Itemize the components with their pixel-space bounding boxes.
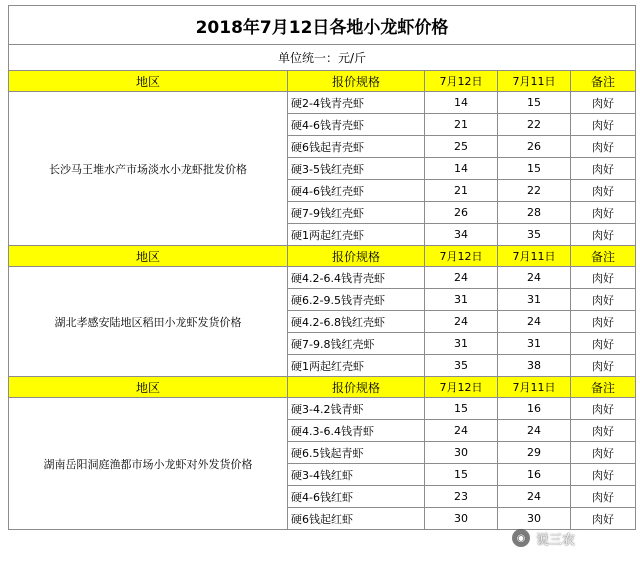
spec-cell: 硬3-4.2钱青虾 xyxy=(288,398,425,420)
note-cell: 肉好 xyxy=(571,508,636,530)
spec-cell: 硬4.2-6.8钱红壳虾 xyxy=(288,311,425,333)
price-jul11-cell: 38 xyxy=(498,355,571,377)
spec-cell: 硬6钱起红虾 xyxy=(288,508,425,530)
price-jul11-cell: 22 xyxy=(498,114,571,136)
header-spec: 报价规格 xyxy=(288,71,425,92)
spec-cell: 硬6.2-9.5钱青壳虾 xyxy=(288,289,425,311)
wechat-icon: ◉ xyxy=(512,529,530,547)
spec-cell: 硬4-6钱青壳虾 xyxy=(288,114,425,136)
header-note: 备注 xyxy=(571,71,636,92)
price-jul12-cell: 31 xyxy=(425,289,498,311)
spec-cell: 硬6钱起青壳虾 xyxy=(288,136,425,158)
note-cell: 肉好 xyxy=(571,114,636,136)
section-header-row xyxy=(9,246,636,267)
price-jul12-cell: 24 xyxy=(425,311,498,333)
watermark-text: 说三农 xyxy=(536,532,576,548)
section-header-row xyxy=(9,71,636,92)
price-jul11-cell: 24 xyxy=(498,420,571,442)
price-jul11-cell: 22 xyxy=(498,180,571,202)
spec-cell: 硬4.3-6.4钱青虾 xyxy=(288,420,425,442)
price-jul12-cell: 15 xyxy=(425,398,498,420)
spec-cell: 硬4-6钱红壳虾 xyxy=(288,180,425,202)
spec-cell: 硬7-9钱红壳虾 xyxy=(288,202,425,224)
unit-note: 单位统一：元/斤 xyxy=(9,45,636,71)
header-spec: 报价规格 xyxy=(288,377,425,398)
header-note: 备注 xyxy=(571,377,636,398)
price-jul12-cell: 30 xyxy=(425,508,498,530)
note-cell: 肉好 xyxy=(571,420,636,442)
price-jul11-cell: 31 xyxy=(498,289,571,311)
note-cell: 肉好 xyxy=(571,202,636,224)
price-table xyxy=(8,5,636,530)
price-jul11-cell: 29 xyxy=(498,442,571,464)
price-jul12-cell: 25 xyxy=(425,136,498,158)
note-cell: 肉好 xyxy=(571,311,636,333)
price-jul12-cell: 35 xyxy=(425,355,498,377)
note-cell: 肉好 xyxy=(571,224,636,246)
spec-cell: 硬3-5钱红壳虾 xyxy=(288,158,425,180)
header-note: 备注 xyxy=(571,246,636,267)
header-date2: 7月11日 xyxy=(498,71,571,92)
price-jul12-cell: 26 xyxy=(425,202,498,224)
price-jul11-cell: 15 xyxy=(498,158,571,180)
note-cell: 肉好 xyxy=(571,442,636,464)
header-date1: 7月12日 xyxy=(425,71,498,92)
note-cell: 肉好 xyxy=(571,333,636,355)
spec-cell: 硬4.2-6.4钱青壳虾 xyxy=(288,267,425,289)
table-row xyxy=(9,267,636,289)
spec-cell: 硬1两起红壳虾 xyxy=(288,224,425,246)
price-jul12-cell: 14 xyxy=(425,92,498,114)
header-region: 地区 xyxy=(9,377,288,398)
price-jul11-cell: 24 xyxy=(498,486,571,508)
spec-cell: 硬2-4钱青壳虾 xyxy=(288,92,425,114)
price-jul11-cell: 24 xyxy=(498,267,571,289)
region-cell: 湖北孝感安陆地区稻田小龙虾发货价格 xyxy=(9,267,288,377)
price-jul12-cell: 23 xyxy=(425,486,498,508)
region-cell: 湖南岳阳洞庭渔都市场小龙虾对外发货价格 xyxy=(9,398,288,530)
price-jul12-cell: 24 xyxy=(425,420,498,442)
price-jul11-cell: 16 xyxy=(498,464,571,486)
note-cell: 肉好 xyxy=(571,486,636,508)
price-jul11-cell: 31 xyxy=(498,333,571,355)
region-cell: 长沙马王堆水产市场淡水小龙虾批发价格 xyxy=(9,92,288,246)
header-date2: 7月11日 xyxy=(498,246,571,267)
price-jul12-cell: 21 xyxy=(425,180,498,202)
note-cell: 肉好 xyxy=(571,180,636,202)
spec-cell: 硬7-9.8钱红壳虾 xyxy=(288,333,425,355)
header-date2: 7月11日 xyxy=(498,377,571,398)
price-jul11-cell: 15 xyxy=(498,92,571,114)
table-row xyxy=(9,92,636,114)
spec-cell: 硬3-4钱红虾 xyxy=(288,464,425,486)
header-date1: 7月12日 xyxy=(425,246,498,267)
note-cell: 肉好 xyxy=(571,158,636,180)
watermark xyxy=(512,526,575,550)
price-jul12-cell: 30 xyxy=(425,442,498,464)
price-jul11-cell: 16 xyxy=(498,398,571,420)
price-jul12-cell: 21 xyxy=(425,114,498,136)
section-header-row xyxy=(9,377,636,398)
header-region: 地区 xyxy=(9,246,288,267)
note-cell: 肉好 xyxy=(571,355,636,377)
price-jul11-cell: 35 xyxy=(498,224,571,246)
price-jul12-cell: 15 xyxy=(425,464,498,486)
spec-cell: 硬4-6钱红虾 xyxy=(288,486,425,508)
price-jul11-cell: 24 xyxy=(498,311,571,333)
note-cell: 肉好 xyxy=(571,398,636,420)
price-jul11-cell: 26 xyxy=(498,136,571,158)
note-cell: 肉好 xyxy=(571,289,636,311)
header-region: 地区 xyxy=(9,71,288,92)
price-jul12-cell: 14 xyxy=(425,158,498,180)
header-spec: 报价规格 xyxy=(288,246,425,267)
price-jul12-cell: 24 xyxy=(425,267,498,289)
note-cell: 肉好 xyxy=(571,136,636,158)
price-jul12-cell: 34 xyxy=(425,224,498,246)
header-date1: 7月12日 xyxy=(425,377,498,398)
table-row xyxy=(9,398,636,420)
table-title: 2018年7月12日各地小龙虾价格 xyxy=(9,6,636,45)
note-cell: 肉好 xyxy=(571,92,636,114)
price-jul11-cell: 28 xyxy=(498,202,571,224)
spec-cell: 硬1两起红壳虾 xyxy=(288,355,425,377)
note-cell: 肉好 xyxy=(571,267,636,289)
spec-cell: 硬6.5钱起青虾 xyxy=(288,442,425,464)
note-cell: 肉好 xyxy=(571,464,636,486)
price-jul12-cell: 31 xyxy=(425,333,498,355)
price-jul11-cell: 30 xyxy=(498,508,571,530)
